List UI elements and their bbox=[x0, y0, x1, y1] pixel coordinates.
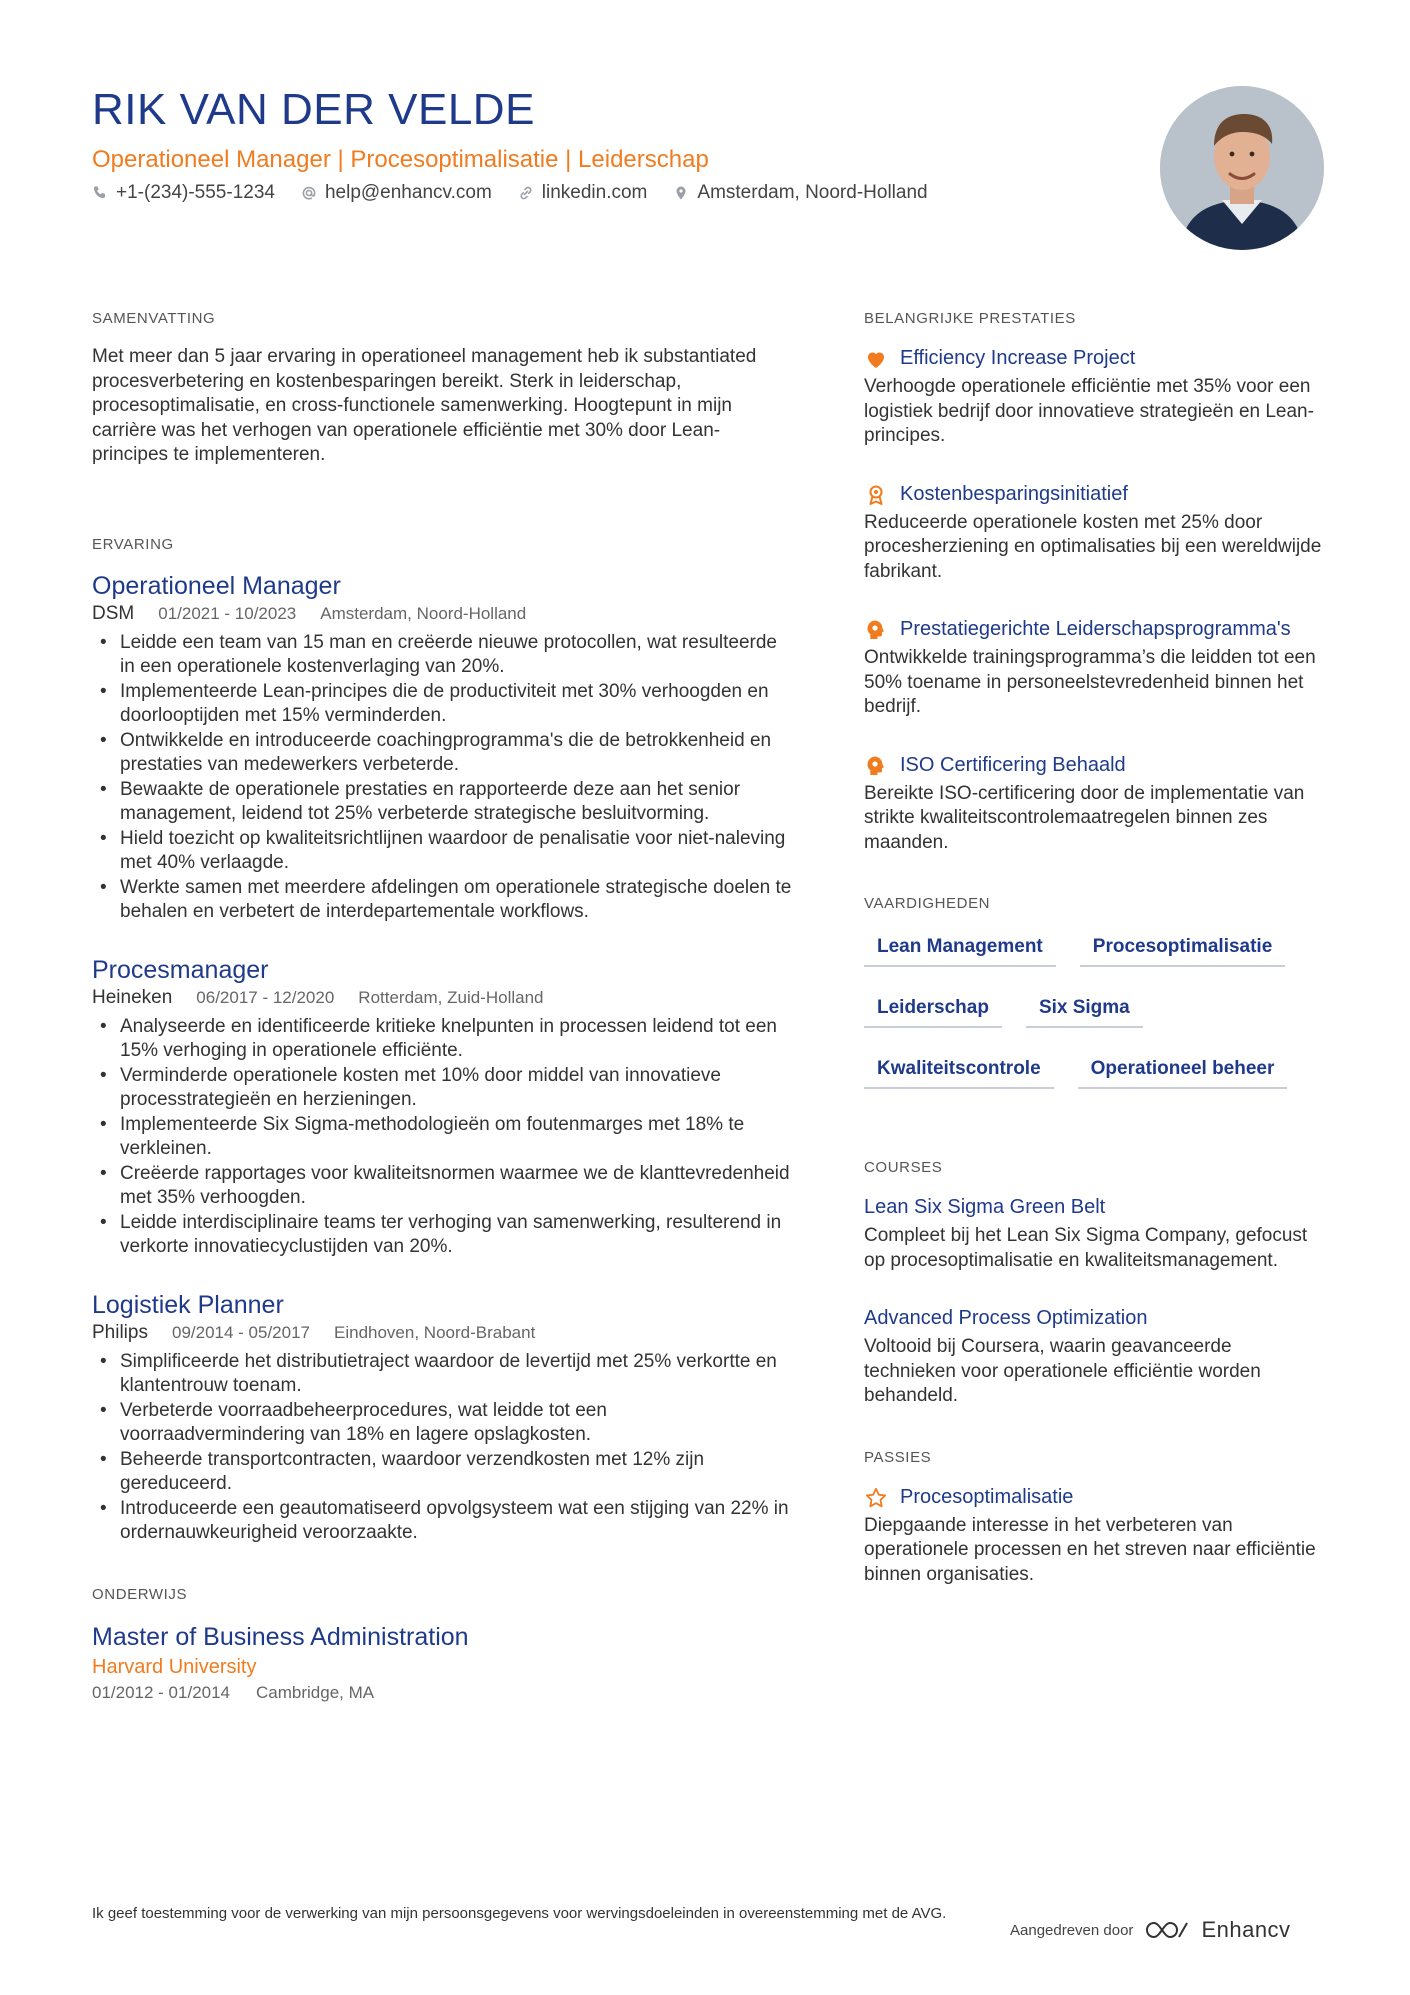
job-bullets bbox=[92, 631, 792, 925]
summary-section bbox=[92, 310, 792, 468]
job-location: Eindhoven, Noord-Brabant bbox=[334, 1322, 536, 1342]
achievement-item bbox=[864, 345, 1324, 449]
course-title: Lean Six Sigma Green Belt bbox=[864, 1196, 1106, 1218]
job-meta bbox=[92, 1320, 792, 1346]
achievements-heading: BELANGRIJKE PRESTATIES bbox=[864, 310, 1076, 327]
achievements-section bbox=[864, 310, 1324, 855]
job-bullet: • Analyseerde en identificeerde kritieke knelpunten in processen leidend tot een 15% verhoging in operationele efficiënte. bbox=[92, 1015, 792, 1064]
passion-title: Procesoptimalisatie bbox=[900, 1485, 1074, 1508]
job-bullet: • Implementeerde Six Sigma-methodologieën om foutenmarges met 18% te verkleinen. bbox=[92, 1113, 792, 1162]
right-column bbox=[864, 310, 1324, 1587]
phone-icon bbox=[92, 185, 108, 201]
candidate-name: RIK VAN DER VELDE bbox=[92, 85, 535, 134]
phone-text: +1-(234)-555-1234 bbox=[116, 182, 275, 203]
job-bullet: • Ontwikkelde en introduceerde coachingprogramma's die de betrokkenheid en prestaties van medewerkers verbeterde. bbox=[92, 729, 792, 778]
education-degree: Master of Business Administration bbox=[92, 1622, 469, 1651]
job-bullet: • Hield toezicht op kwaliteitsrichtlijnen waardoor de penalisatie voor niet-naleving met 40% verlaagde. bbox=[92, 827, 792, 876]
job-company: Philips bbox=[92, 1321, 148, 1343]
job-bullet: • Verminderde operationele kosten met 10% door middel van innovatieve processtrategieën en herzieningen. bbox=[92, 1064, 792, 1113]
achievement-item bbox=[864, 752, 1324, 856]
job-dates: 09/2014 - 05/2017 bbox=[171, 1322, 310, 1342]
head-bulb-icon bbox=[864, 618, 888, 642]
contact-phone[interactable] bbox=[92, 182, 275, 204]
job-bullet: • Bewaakte de operationele prestaties en rapporteerde deze aan het senior management, leidend tot 25% verbeterde strategische besluitvorming. bbox=[92, 778, 792, 827]
powered-by-label: Aangedreven door bbox=[1010, 1921, 1134, 1939]
skills-list bbox=[864, 930, 1324, 1089]
job-entry bbox=[92, 1290, 792, 1546]
job-dates: 01/2021 - 10/2023 bbox=[158, 603, 297, 623]
skill-tag: Six Sigma bbox=[1026, 991, 1143, 1028]
achievement-desc: Ontwikkelde trainingsprogramma’s die leidden tot een 50% toename in personeelstevredenheid binnen het bedrijf. bbox=[864, 647, 1316, 717]
job-bullet: • Simplificeerde het distributietraject waardoor de levertijd met 25% verkortte en klantentrouw toenam. bbox=[92, 1350, 792, 1399]
email-text: help@enhancv.com bbox=[324, 182, 492, 203]
heart-icon bbox=[864, 347, 888, 371]
contact-row bbox=[92, 182, 1152, 204]
job-company: DSM bbox=[92, 602, 135, 624]
skills-section bbox=[864, 895, 1324, 1089]
course-title: Advanced Process Optimization bbox=[864, 1307, 1148, 1329]
achievement-desc: Bereikte ISO-certificering door de implementatie van strikte kwaliteitscontrolemaatregelen binnen zes maanden. bbox=[864, 782, 1305, 853]
achievement-desc: Reduceerde operationele kosten met 25% door procesherziening en optimalisaties bij een wereldwijde fabrikant. bbox=[864, 511, 1322, 582]
skill-tag: Kwaliteitscontrole bbox=[864, 1052, 1054, 1089]
job-title: Operationeel Manager bbox=[92, 571, 341, 600]
course-item bbox=[864, 1194, 1324, 1273]
job-title: Logistiek Planner bbox=[92, 1290, 284, 1319]
education-heading: ONDERWIJS bbox=[92, 1585, 188, 1603]
location-pin-icon bbox=[673, 185, 689, 201]
job-bullet: • Implementeerde Lean-principes die de productiviteit met 30% verhoogden en doorlooptijden met 15% verminderden. bbox=[92, 680, 792, 729]
passion-desc: Diepgaande interesse in het verbeteren van operationele processen en het streven naar efficiëntie binnen organisaties. bbox=[864, 1514, 1316, 1585]
job-bullet: • Leidde een team van 15 man en creëerde nieuwe protocollen, wat resulteerde in een operationele kostenverlaging van 20%. bbox=[92, 631, 792, 680]
profile-photo bbox=[1160, 86, 1324, 250]
head-bulb-icon bbox=[864, 754, 888, 778]
job-bullets bbox=[92, 1015, 792, 1260]
job-bullet: • Introduceerde een geautomatiseerd opvolgsysteem wat een stijging van 22% in ordernauwkeurigheid veroorzaakte. bbox=[92, 1497, 792, 1546]
course-desc: Compleet bij het Lean Six Sigma Company, gefocust op procesoptimalisatie en kwaliteitsmanagement. bbox=[864, 1225, 1308, 1271]
job-location: Amsterdam, Noord-Holland bbox=[320, 603, 527, 623]
star-icon bbox=[864, 1486, 888, 1510]
education-dates: 01/2012 - 01/2014 bbox=[92, 1682, 231, 1702]
achievement-desc: Verhoogde operationele efficiëntie met 35% voor een logistiek bedrijf door innovatieve strategieën en Lean-principes. bbox=[864, 376, 1314, 446]
contact-location bbox=[673, 182, 927, 204]
job-meta bbox=[92, 601, 792, 627]
at-icon bbox=[301, 185, 317, 201]
courses-heading: COURSES bbox=[864, 1159, 943, 1176]
job-title: Procesmanager bbox=[92, 955, 269, 984]
passions-heading: PASSIES bbox=[864, 1448, 932, 1466]
skills-heading: VAARDIGHEDEN bbox=[864, 895, 991, 912]
avatar-portrait-icon bbox=[1160, 86, 1324, 250]
education-meta bbox=[92, 1681, 792, 1705]
achievement-title: Kostenbesparingsinitiatief bbox=[900, 482, 1128, 505]
job-bullet: • Leidde interdisciplinaire teams ter verhoging van samenwerking, resulterend in verkorte innovatiecyclustijden van 20%. bbox=[92, 1211, 792, 1260]
skill-tag: Lean Management bbox=[864, 930, 1056, 967]
summary-text: Met meer dan 5 jaar ervaring in operationeel management heb ik substantiated procesverbetering en kostenbesparingen bereikt. Sterk in leiderschap, procesoptimalisatie, en cross-functionele samenwerking. Hoogtepunt in mijn carrière was het verhogen van operationele efficiëntie met 30% door Lean-principes te implementeren. bbox=[92, 346, 757, 465]
job-location: Rotterdam, Zuid-Holland bbox=[358, 987, 544, 1007]
education-school: Harvard University bbox=[92, 1655, 257, 1678]
left-column bbox=[92, 310, 792, 1705]
linkedin-text: linkedin.com bbox=[541, 182, 648, 203]
powered-by bbox=[1010, 1917, 1291, 1943]
summary-heading: SAMENVATTING bbox=[92, 310, 216, 327]
skill-tag: Procesoptimalisatie bbox=[1080, 930, 1286, 967]
achievement-title: Efficiency Increase Project bbox=[900, 347, 1136, 369]
consent-text: Ik geef toestemming voor de verwerking van mijn persoonsgegevens voor wervingsdoeleinden in overeenstemming met de AVG. bbox=[92, 1905, 947, 1922]
education-section bbox=[92, 1586, 792, 1705]
resume-header bbox=[92, 82, 1152, 204]
link-icon bbox=[518, 185, 534, 201]
contact-email[interactable] bbox=[301, 182, 492, 204]
courses-section bbox=[864, 1159, 1324, 1409]
passions-section bbox=[864, 1449, 1324, 1588]
contact-linkedin[interactable] bbox=[518, 182, 648, 204]
achievement-item bbox=[864, 481, 1324, 585]
job-bullet: • Beheerde transportcontracten, waardoor verzendkosten met 12% zijn gereduceerd. bbox=[92, 1448, 792, 1497]
award-icon bbox=[864, 483, 888, 507]
job-entry bbox=[92, 571, 792, 925]
job-bullets bbox=[92, 1350, 792, 1546]
course-desc: Voltooid bij Coursera, waarin geavanceerde technieken voor operationele efficiëntie worden behandeld. bbox=[864, 1336, 1261, 1406]
enhancv-logo-icon bbox=[1143, 1918, 1191, 1942]
job-company: Heineken bbox=[92, 986, 173, 1008]
job-dates: 06/2017 - 12/2020 bbox=[196, 987, 335, 1007]
job-entry bbox=[92, 955, 792, 1260]
achievement-item bbox=[864, 616, 1324, 720]
skill-tag: Operationeel beheer bbox=[1078, 1052, 1288, 1089]
job-bullet: • Werkte samen met meerdere afdelingen om operationele strategische doelen te behalen en verbetert de interdepartementale workflows. bbox=[92, 876, 792, 925]
candidate-headline: Operationeel Manager | Procesoptimalisatie | Leiderschap bbox=[92, 146, 709, 173]
achievement-title: Prestatiegerichte Leiderschapsprogramma's bbox=[900, 618, 1291, 640]
course-item bbox=[864, 1305, 1324, 1409]
achievement-title: ISO Certificering Behaald bbox=[900, 753, 1126, 776]
location-text: Amsterdam, Noord-Holland bbox=[697, 182, 928, 203]
experience-heading: ERVARING bbox=[92, 535, 174, 553]
education-location: Cambridge, MA bbox=[256, 1682, 375, 1702]
brand-name[interactable]: Enhancv bbox=[1201, 1917, 1291, 1942]
job-bullet: • Creëerde rapportages voor kwaliteitsnormen waarmee we de klanttevredenheid met 35% verhoogden. bbox=[92, 1162, 792, 1211]
experience-section bbox=[92, 536, 792, 1546]
job-bullet: • Verbeterde voorraadbeheerprocedures, wat leidde tot een voorraadvermindering van 18% en lagere opslagkosten. bbox=[92, 1399, 792, 1448]
skill-tag: Leiderschap bbox=[864, 991, 1002, 1028]
job-meta bbox=[92, 985, 792, 1011]
